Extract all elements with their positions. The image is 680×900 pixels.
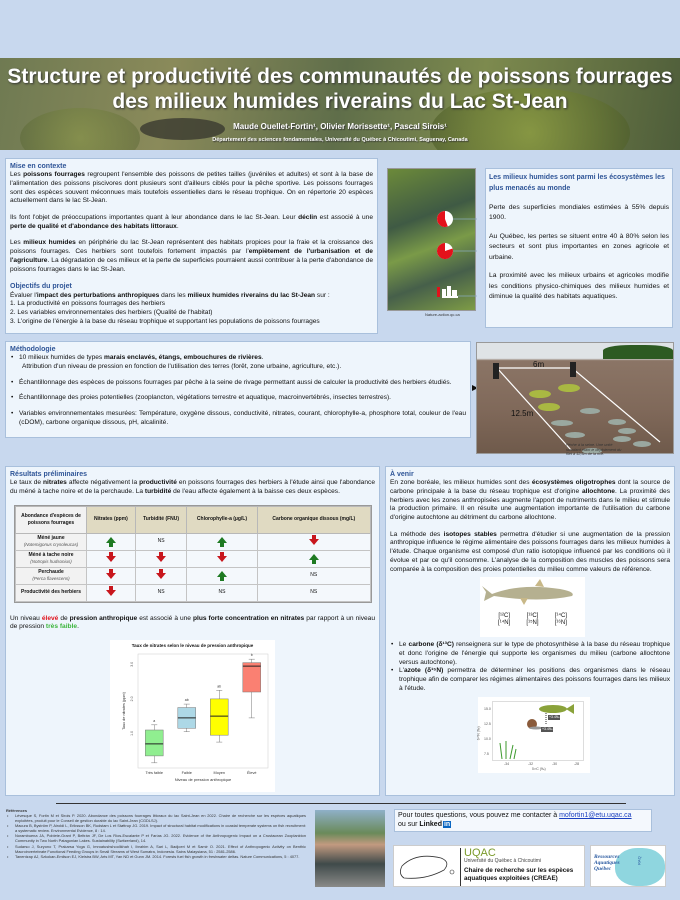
ns-cell: NS bbox=[257, 584, 370, 601]
x-label: δ¹³C (‰) bbox=[532, 767, 546, 772]
text: sur : bbox=[315, 291, 330, 299]
text: dans les bbox=[159, 291, 188, 299]
context-paragraph bbox=[10, 171, 373, 206]
future-paragraph bbox=[390, 531, 670, 575]
pie-80-icon bbox=[437, 243, 453, 259]
effect-cell bbox=[135, 567, 187, 584]
raq-label: Ressources Aquatiques Québec bbox=[594, 854, 620, 872]
reference-item: • Sudarso J, Suryono T, Prakarsa Yoga G, Imroatushshoolikhah I, Ibrahim A, Sari L, Badjoeri M et Samir O. 2021. Effect of Anthropogenic Activity on Benthic Macroinvertebrate Functional Feeding Groups in Small Streams of West Sumatra, Indonesia. Sains Malaysiana, 51 : 2581-2586. bbox=[6, 844, 306, 854]
text: par rapport à un niveau de pression bbox=[10, 614, 376, 631]
emphasis-text: azote (δ¹⁵N) bbox=[403, 667, 444, 675]
arrow-down-icon bbox=[109, 552, 113, 556]
linkedin-icon: in bbox=[443, 821, 451, 829]
creae-label: Chaire de recherche sur les espèces aquatiques exploitées (CREAE) bbox=[464, 867, 574, 882]
isotope-label: [¹⁶N] bbox=[554, 620, 567, 627]
table-header: Nitrates (ppm) bbox=[87, 506, 136, 533]
significance-letter: ab bbox=[184, 698, 189, 703]
method-item: • 10 milieux humides de types marais enclavés, étangs, embouchures de rivières. Attribution d'un niveau de pression en fonction de l'utilisation des terres (forêt, zone urbaine, agriculture, etc.). bbox=[10, 354, 466, 371]
emphasis-text: élevé bbox=[41, 614, 59, 622]
text: en poissons fourrages des herbiers à l'étude ainsi que l'abondance du méné à tache noire et de la perchaude. La bbox=[10, 479, 375, 495]
box-2 bbox=[210, 699, 228, 735]
text: . La dégradation de ces milieux et la perte de superficies pourraient aussi contribuer à la perte d'abondance de poissons fourrages dans le lac St-Jean. bbox=[10, 256, 373, 273]
references bbox=[6, 808, 306, 859]
method-item bbox=[10, 379, 466, 388]
reference-item: • Tanentzap AJ, Szkokan-Emilson EJ, Kielstra BW, Arts MT, Yan ND et Gunn JM. 2014. Forests fuel fish growth in freshwater deltas. Nature Communications, 5 : 4077. bbox=[6, 854, 306, 859]
significance-letter: b bbox=[250, 653, 253, 658]
objective-item: 2. Les variables environnementales des herbiers (Qualité de l'habitat) bbox=[10, 308, 213, 316]
text: en périphérie du lac St-Jean représentent des habitats propices pour la fraie et la croissance des poissons fourrages. Ces herbiers sont toutefois fortement impactés par l' bbox=[10, 239, 374, 256]
emphasis-text: isotopes stables bbox=[443, 530, 497, 538]
methods-heading: Méthodologie bbox=[10, 346, 56, 353]
species-cell: Méné à tache noire (Notropis hudsonius) bbox=[16, 550, 87, 567]
affiliation: Département des sciences fondamentales, Université du Québec à Chicoutimi, Saguenay, Canada bbox=[212, 137, 468, 143]
method-item bbox=[10, 394, 466, 403]
table-row bbox=[16, 533, 371, 550]
context-heading: Mise en contexte bbox=[10, 163, 67, 170]
reference-item: • Lévesque S, Fortin M et Sirois P. 2020. Abondance des poissons fourrages littoraux du lac Saint-Jean en 2022. Chaire de recherche sur les espèces aquatiques exploitées, produit pour le Conseil de gestion durable du lac Saint-Jean (CGDLSJ). bbox=[6, 813, 306, 823]
arrow-down-icon bbox=[109, 569, 113, 573]
arrow-up-icon bbox=[217, 537, 227, 543]
text: est associé à une bbox=[317, 214, 373, 222]
arrow-down-icon bbox=[220, 552, 224, 556]
chart-title: Taux de nitrates selon le niveau de pression anthropique bbox=[131, 643, 254, 649]
x-tick-label: Faible bbox=[181, 771, 192, 776]
arrow-down-icon bbox=[159, 552, 163, 556]
seine-fishing-photo bbox=[476, 342, 674, 454]
x-tick: -34 bbox=[504, 762, 510, 767]
seine-length-label: 12.5m bbox=[511, 409, 534, 418]
table-header: Carbone organique dissous (mg/L) bbox=[257, 506, 370, 533]
text: En zone boréale, les milieux humides sont des bbox=[390, 479, 532, 487]
text: Un niveau bbox=[10, 614, 42, 622]
reference-item: • Macura B, Byström P, Airoldi L, Eriksson BK, Rudstam L et Støttrup JG. 2019. Impact of structural habitat modifications in coastal temperate systems on fish recruitment: a systematic review. Environmental Evidence, 8 : 14. bbox=[6, 823, 306, 833]
nitrate-boxplot bbox=[110, 640, 275, 792]
isotope-label: [¹²C] bbox=[498, 612, 510, 619]
text: Échantillonnage des proies potentielles (zooplancton, végétations terrestre et aquatique, macroinvertébrés, insectes terrestres). bbox=[19, 394, 392, 402]
isotope-label: [¹⁴C] bbox=[554, 612, 567, 619]
email-link[interactable]: mofortin1@etu.uqac.ca bbox=[559, 812, 632, 819]
text: permettra d'étudier si une augmentation de la pression anthropique influence le régime alimentaire des poissons fourrages dans les milieux humides à l'étude. Chaque organisme est composé d'un ratio isotopique influencé par les conditions où il évolue et par ce qu'il consomme. L'analyse de la composition des muscles des poissons sera comparée à la composition des proies potentielles du milieu comme valeurs de référence. bbox=[390, 530, 670, 573]
context-paragraph bbox=[10, 239, 373, 274]
linkedin-link[interactable]: Linked in bbox=[419, 821, 451, 829]
emphasis-text: perte de qualité et d'abondance des habitats littoraux bbox=[10, 222, 177, 230]
species-cell: Productivité des herbiers bbox=[16, 584, 87, 601]
effect-cell bbox=[87, 550, 136, 567]
wetland-aerial-photo bbox=[387, 168, 476, 311]
arrow-down-icon bbox=[312, 535, 316, 539]
text: renseignera sur le type de photosynthèse à la base du réseau trophique et donc l'origine de l'énergie qui supporte les organismes du milieu (carbone allochtone versus autochtone). bbox=[399, 641, 671, 666]
future-heading: À venir bbox=[390, 471, 414, 478]
methods-section bbox=[5, 341, 471, 438]
emphasis-text: marais enclavés, étangs, embouchures de rivières bbox=[104, 354, 262, 362]
y-tick: 10.0 bbox=[484, 737, 491, 742]
effect-cell bbox=[87, 533, 136, 550]
x-axis-label: Niveau de pression anthropique bbox=[174, 777, 232, 783]
raq-logo bbox=[590, 845, 666, 887]
text: de bbox=[58, 614, 70, 622]
contact-text: Pour toutes questions, vous pouvez me contacter à bbox=[398, 812, 560, 819]
contact-or: ou sur bbox=[398, 821, 420, 829]
text: Échantillonnage des espèces de poissons fourrages par pêche à la seine de rivage permettant aussi de calculer la productivité des herbiers étudiés. bbox=[19, 378, 452, 386]
ns-cell: NS bbox=[187, 584, 257, 601]
effect-cell bbox=[187, 533, 257, 550]
objectives-heading: Objectifs du projet bbox=[10, 283, 72, 291]
wetland-proximity: La proximité avec les milieux urbains et agricoles modifie les conditions physico-chimiques des milieux humides et diminue la qualité des habitats aquatiques. bbox=[489, 272, 669, 301]
y-tick: 12.5 bbox=[484, 722, 491, 727]
uqac-fullname: Université du Québec à Chicoutimi bbox=[464, 858, 541, 864]
arrow-down-icon bbox=[109, 586, 113, 590]
table-row bbox=[16, 567, 371, 584]
wetland-loss-quebec: Au Québec, les pertes se situent entre 40 à 80% selon les secteurs et sont plus importantes en zones agricole et urbaine. bbox=[489, 232, 669, 261]
photo-credit: Nature-action.qc.ca bbox=[425, 312, 460, 317]
x-tick-label: Très faible bbox=[145, 771, 164, 776]
text: regroupent l'ensemble des poissons de petites tailles (juvéniles et adultes) et sont à la base de l'alimentation des poissons piscivores dont plusieurs sont d'ailleurs ciblés pour la pêche sportive. Les poissons fourrages sont des espèces souvent méconnues mais toutefois essentielles dans le réseau trophique. On en répertorie 20 espèces actuellement dans le lac St-Jean. bbox=[10, 171, 373, 205]
reference-item: • Norambuena JA, Poblete-Grant P, Beltrán JF, De Los Ríos-Escalante P et Farías JG. 2022. Evidence of the Anthropogenic Impact on a Crustacean Zooplankton Community in Two North Patagonian Lakes. Sustainability (Switzerland), 14. bbox=[6, 833, 306, 843]
y-label: δ¹⁵N (‰) bbox=[476, 726, 481, 741]
text: . bbox=[261, 354, 264, 362]
x-tick: -28 bbox=[574, 762, 580, 767]
method-item bbox=[10, 410, 466, 427]
effect-cell bbox=[257, 533, 370, 550]
emphasis-text: nitrates bbox=[43, 479, 67, 487]
text: Les bbox=[10, 171, 24, 179]
box-0 bbox=[145, 730, 163, 756]
future-section bbox=[385, 466, 675, 796]
y-tick: 7.5 bbox=[484, 752, 489, 757]
isotope-label: [¹⁵N] bbox=[526, 620, 539, 627]
emphasis-text: productivité bbox=[139, 479, 177, 487]
uqac-creae-logo bbox=[393, 845, 585, 887]
text: La méthode des bbox=[390, 530, 444, 538]
poster-title: Structure et productivité des communautés de poissons fourrages des milieux humides riverains du Lac St-Jean bbox=[7, 65, 673, 113]
objective-item: 1. La productivité en poissons fourrages des herbiers bbox=[10, 300, 166, 308]
text: Le taux de bbox=[10, 479, 44, 487]
box-3 bbox=[243, 663, 261, 692]
isotope-biplot bbox=[478, 697, 590, 773]
emphasis-text: pression anthropique bbox=[69, 614, 138, 622]
emphasis-text: allochtone bbox=[581, 487, 615, 495]
text: Les bbox=[10, 239, 24, 247]
results-conclusion bbox=[10, 615, 375, 632]
objectives-intro bbox=[10, 292, 373, 301]
x-tick-label: Élevé bbox=[247, 771, 257, 776]
x-tick: -32 bbox=[528, 762, 534, 767]
species-cell: Perchaude (Perca flavescens) bbox=[16, 567, 87, 584]
arrow-up-icon bbox=[217, 571, 227, 577]
text: 10 milieux humides de types bbox=[19, 354, 105, 362]
plant-icon bbox=[500, 741, 516, 759]
ns-cell: NS bbox=[257, 567, 370, 584]
emphasis-text: déclin bbox=[298, 214, 318, 222]
ns-cell: NS bbox=[135, 533, 187, 550]
effect-cell bbox=[187, 550, 257, 567]
context-paragraph bbox=[10, 214, 373, 231]
arrow-up-icon bbox=[309, 554, 319, 560]
arrow-up-icon bbox=[106, 537, 116, 543]
emphasis-text: très faible bbox=[45, 623, 78, 631]
results-section bbox=[5, 466, 380, 796]
contact-box bbox=[394, 809, 652, 832]
future-paragraph bbox=[390, 479, 670, 523]
results-intro bbox=[10, 479, 375, 496]
x-tick-label: Moyen bbox=[213, 771, 225, 776]
context-section bbox=[5, 158, 378, 334]
x-tick: -30 bbox=[552, 762, 558, 767]
emphasis-text: milieux humides riverains du lac St-Jean bbox=[187, 291, 316, 299]
text: est associé à une bbox=[137, 614, 193, 622]
text: affecte négativement la bbox=[66, 479, 140, 487]
results-heading: Résultats préliminaires bbox=[10, 471, 88, 478]
effect-cell bbox=[135, 550, 187, 567]
minnow-icon bbox=[480, 577, 585, 609]
text: . bbox=[77, 623, 79, 631]
text: Variables environnementales mesurées: Température, oxygène dissous, conductivité, nitrates, courant, chlorophylle-a, phosphore total, couleur de l'eau (cDOM), carbone organique dissous, pH, alcalinité. bbox=[19, 410, 466, 426]
table-header: Turbidité (FNU) bbox=[135, 506, 187, 533]
text: de l'eau affecte également à la baisse ces deux espèces. bbox=[171, 487, 340, 495]
text: Ils font l'objet de préoccupations importantes quant à leur abondance dans le lac St-Jean. Leur bbox=[10, 214, 299, 222]
text: . bbox=[176, 222, 179, 230]
effect-cell bbox=[87, 567, 136, 584]
title-banner bbox=[0, 58, 680, 150]
emphasis-text: plus forte concentration en nitrates bbox=[192, 614, 305, 622]
emphasis-text: empiètement de l'urbanisation et de l'agriculture bbox=[10, 248, 373, 264]
table-header: Chlorophylle-a (µg/L) bbox=[187, 506, 257, 533]
effect-cell bbox=[257, 550, 370, 567]
y-tick: 15.0 bbox=[484, 707, 491, 712]
arrow-down-icon bbox=[159, 569, 163, 573]
effect-cell bbox=[187, 567, 257, 584]
text: Le bbox=[399, 641, 409, 649]
emphasis-text: poissons fourrages bbox=[23, 171, 85, 179]
emphasis-text: impact des perturbations anthropiques bbox=[36, 291, 160, 299]
table-header: Abondance d'espèces de poissons fourrages bbox=[16, 506, 87, 533]
carbon-bullet bbox=[390, 641, 670, 667]
wetland-loss-global: Perte des superficies mondiales estimées à 55% depuis 1900. bbox=[489, 203, 669, 222]
authors: Maude Ouellet-Fortin¹, Olivier Morissette¹, Pascal Sirois¹ bbox=[233, 122, 447, 131]
nitrogen-bullet bbox=[390, 667, 670, 693]
trophic-step-label: +3.4‰ bbox=[549, 715, 560, 720]
ns-cell: NS bbox=[135, 584, 187, 601]
photo-caption: Pêche à la seine. Une unité standard étant le déploiement du filet à 12,5m de la rive. bbox=[566, 443, 622, 457]
y-tick-label: 2.0 bbox=[130, 696, 134, 702]
text: . La proximité des herbiers avec les zones anthropisées augmente l'apport de nutriments dans le milieu et stimule la production primaire. Il en résulte une augmentation importante de l'utilisation du carbone d'origine autochtone au détriment du carbone allochtone. bbox=[390, 487, 670, 522]
wetland-info-box bbox=[485, 168, 673, 328]
isotope-label: [¹³C] bbox=[526, 612, 539, 619]
text: L' bbox=[399, 667, 404, 675]
species-cell: Méné jaune (Notemigonus crysoleucas) bbox=[16, 533, 87, 550]
emphasis-text: turbidité bbox=[144, 487, 172, 495]
isotope-label: [¹⁴N] bbox=[498, 620, 511, 627]
wetland-heading: Les milieux humides sont parmi les écosystèmes les plus menacés au monde bbox=[489, 174, 665, 192]
perch-icon bbox=[539, 704, 574, 714]
table-row bbox=[16, 550, 371, 567]
urban-growth-icon bbox=[437, 286, 458, 298]
y-tick-label: 1.0 bbox=[130, 731, 134, 736]
text: permettra de déterminer les positions des organismes dans le réseau trophique afin de comparer les régimes alimentaires des poissons fourrages dans les milieux à l'étude. bbox=[399, 667, 670, 692]
fish-logo-icon bbox=[396, 846, 458, 888]
footer-divider bbox=[56, 803, 626, 804]
table-row bbox=[16, 584, 371, 601]
y-axis-label: Taux de nitrates (ppm) bbox=[122, 692, 126, 730]
pie-55-icon bbox=[437, 211, 453, 227]
objective-item: 3. L'origine de l'énergie à la base du réseau trophique et supportant les populations de poissons fourrages bbox=[10, 317, 320, 325]
emphasis-text: carbone (δ¹³C) bbox=[408, 641, 454, 649]
text: dont la source de carbone principale à la base du réseau trophique est d'origine bbox=[390, 479, 671, 495]
trophic-step-label: +3.4‰ bbox=[542, 727, 553, 732]
significance-letter: ab bbox=[217, 684, 222, 689]
references-heading: Références bbox=[6, 808, 27, 813]
text: Évaluer l' bbox=[10, 291, 37, 299]
fish-isotope-figure bbox=[480, 577, 585, 637]
significance-letter: a bbox=[153, 718, 156, 723]
seine-width-label: 6m bbox=[533, 360, 545, 369]
author-photo bbox=[315, 810, 385, 887]
raq-abbr: RAQ bbox=[636, 856, 642, 865]
emphasis-text: écosystèmes oligotrophes bbox=[531, 479, 616, 487]
results-table bbox=[14, 505, 372, 603]
uqac-label: UQAC bbox=[464, 847, 496, 859]
y-tick-label: 3.0 bbox=[130, 661, 134, 667]
effect-cell bbox=[87, 584, 136, 601]
emphasis-text: milieux humides bbox=[23, 239, 76, 247]
